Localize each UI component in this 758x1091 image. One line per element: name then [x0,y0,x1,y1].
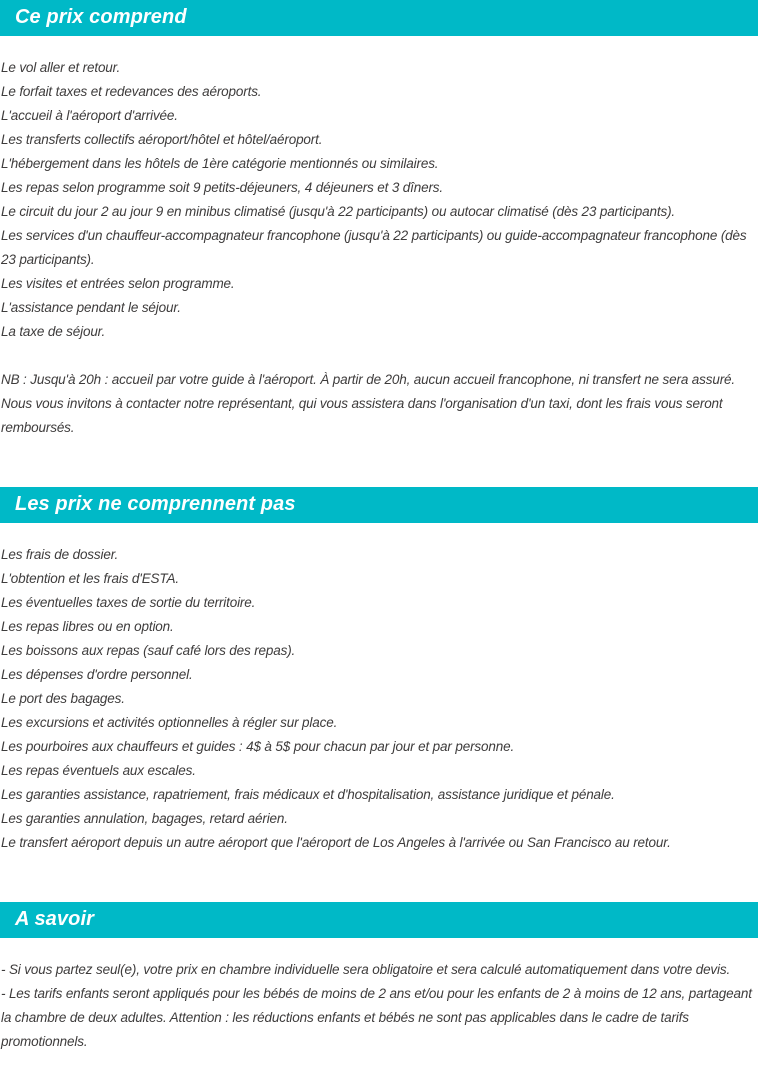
text-line: Les visites et entrées selon programme. [1,276,235,291]
text-line: Les boissons aux repas (sauf café lors des repas). [1,643,296,658]
section-to-know [0,902,758,1054]
text-line: Les repas éventuels aux escales. [1,763,196,778]
section-header-to-know: A savoir [0,902,758,938]
text-line: La taxe de séjour. [1,324,106,339]
text-line: - Les tarifs enfants seront appliqués pour les bébés de moins de 2 ans et/ou pour les enfants de 2 à moins de 12 ans, partageant la chambre de deux adultes. Attention : les réductions enfants et bébés ne sont pas applicables dans le cadre de tarifs promotionnels. [1,986,752,1049]
section-header-price-includes: Ce prix comprend [0,0,758,36]
text-line: L'accueil à l'aéroport d'arrivée. [1,108,178,123]
nb-note: NB : Jusqu'à 20h : accueil par votre guide à l'aéroport. À partir de 20h, aucun accueil francophone, ni transfert ne sera assuré. Nous vous invitons à contacter notre représentant, qui vous assistera dans l'organisation d'un taxi, dont les frais vous seront remboursés. [1,372,735,435]
section-header-price-excludes: Les prix ne comprennent pas [0,487,758,523]
text-line: Le port des bagages. [1,691,125,706]
text-line: Les services d'un chauffeur-accompagnateur francophone (jusqu'à 22 participants) ou guide-accompagnateur francophone (dès 23 participants). [1,228,747,267]
text-line: Les repas libres ou en option. [1,619,174,634]
text-line: Les repas selon programme soit 9 petits-déjeuners, 4 déjeuners et 3 dîners. [1,180,444,195]
text-line: L'hébergement dans les hôtels de 1ère catégorie mentionnés ou similaires. [1,156,439,171]
text-line: Les frais de dossier. [1,547,119,562]
text-line: L'assistance pendant le séjour. [1,300,181,315]
text-line: Les excursions et activités optionnelles à régler sur place. [1,715,338,730]
price-includes-content [0,36,758,440]
section-price-excludes [0,487,758,855]
text-line: Le forfait taxes et redevances des aéroports. [1,84,262,99]
text-line: Le transfert aéroport depuis un autre aéroport que l'aéroport de Los Angeles à l'arrivée ou San Francisco au retour. [1,835,671,850]
text-line: L'obtention et les frais d'ESTA. [1,571,179,586]
text-line: Les pourboires aux chauffeurs et guides : 4$ à 5$ pour chacun par jour et par personne. [1,739,515,754]
to-know-content [0,938,758,1054]
price-excludes-content [0,523,758,855]
text-line: Le vol aller et retour. [1,60,121,75]
text-line: Le circuit du jour 2 au jour 9 en minibus climatisé (jusqu'à 22 participants) ou autocar climatisé (dès 23 participants). [1,204,676,219]
section-price-includes [0,0,758,440]
text-line: Les garanties annulation, bagages, retard aérien. [1,811,288,826]
text-line: - Si vous partez seul(e), votre prix en chambre individuelle sera obligatoire et sera calculé automatiquement dans votre devis. [1,962,731,977]
text-line: Les éventuelles taxes de sortie du territoire. [1,595,256,610]
text-line: Les dépenses d'ordre personnel. [1,667,193,682]
text-line: Les garanties assistance, rapatriement, frais médicaux et d'hospitalisation, assistance juridique et pénale. [1,787,615,802]
text-line: Les transferts collectifs aéroport/hôtel et hôtel/aéroport. [1,132,323,147]
